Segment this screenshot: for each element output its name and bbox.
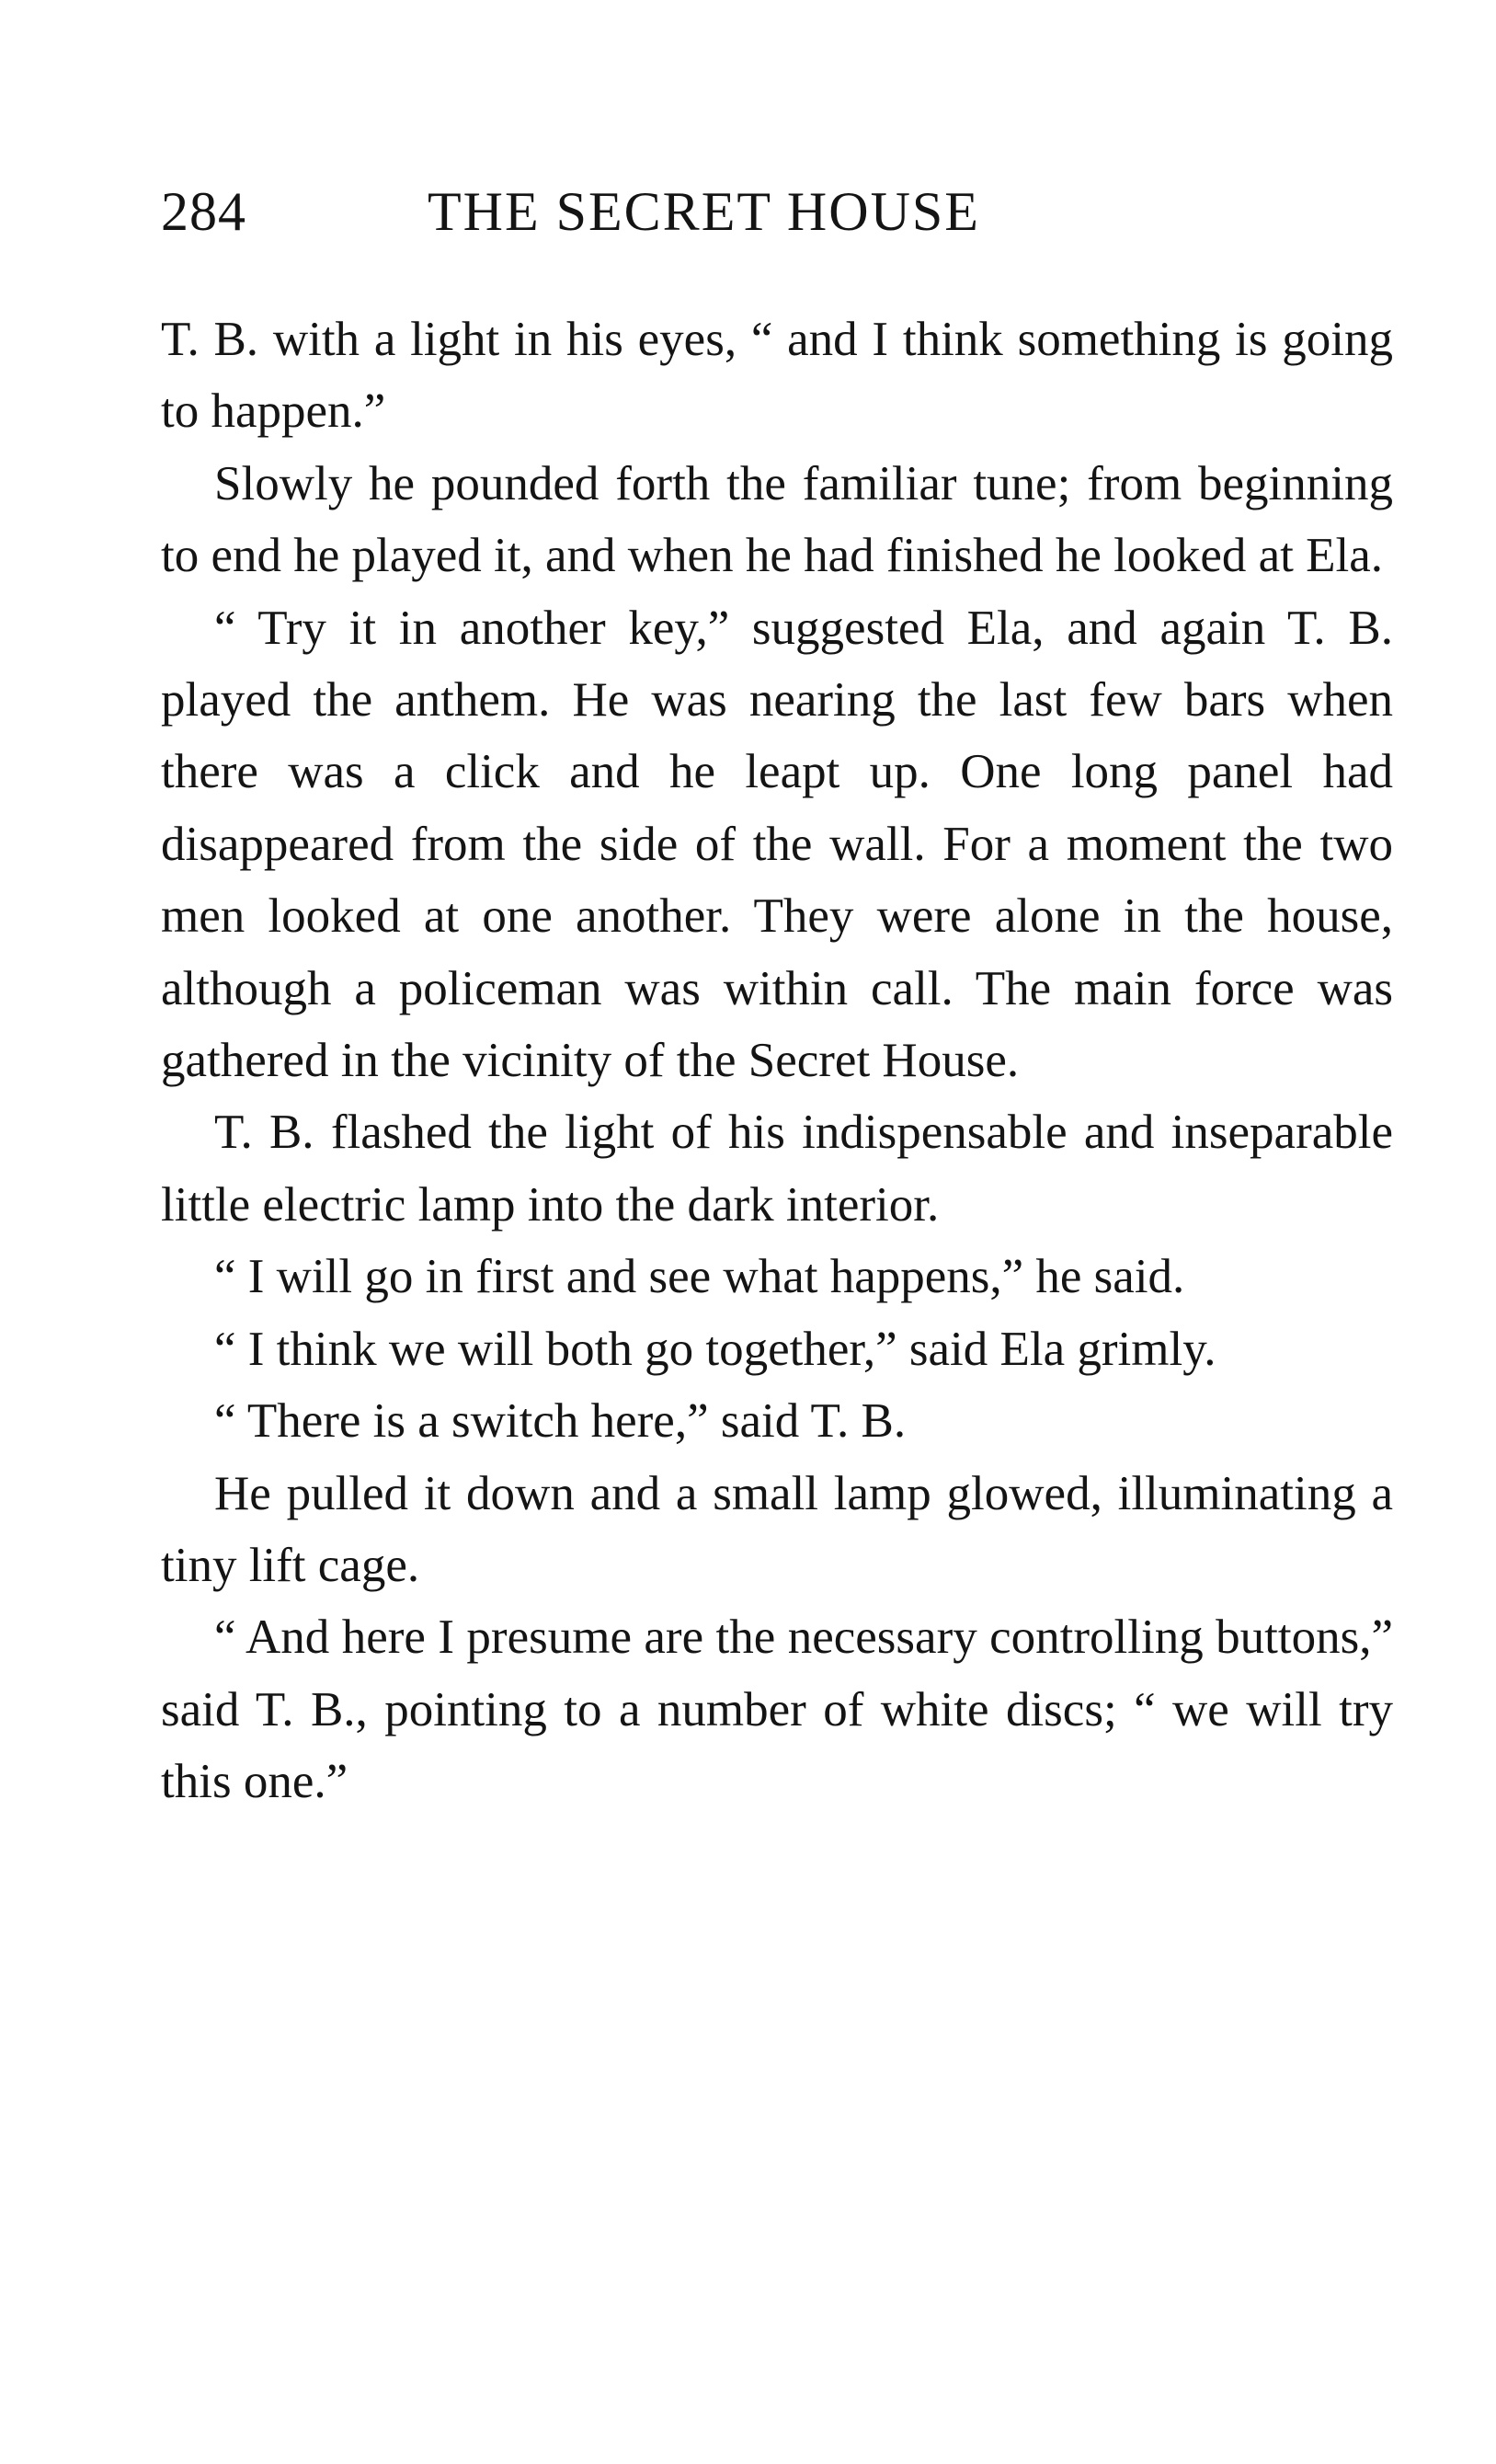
body-text [161, 304, 1393, 1818]
paragraph: “ And here I presume are the necessary controlling buttons,” said T. B., pointing to a number of white discs; “ we will try this one.” [161, 1610, 1393, 1809]
paragraph: “ Try it in another key,” suggested Ela, and again T. B. played the anthem. He was nearing the last few bars when there was a click and he leapt up. One long panel had disappeared from the side of the wall. For a moment the two men looked at one another. They were alone in the house, although a policeman was within call. The main force was gathered in the vicinity of the Secret House. [161, 601, 1393, 1088]
paragraph: “ I think we will both go together,” said Ela grimly. [214, 1322, 1216, 1376]
page-header [161, 175, 1393, 248]
paragraph: Slowly he pounded forth the familiar tune; from beginning to end he played it, and when he had finished he looked at Ela. [161, 456, 1393, 583]
paragraph: “ I will go in first and see what happens,” he said. [214, 1250, 1185, 1304]
paragraph: T. B. flashed the light of his indispensable and inseparable little electric lamp into the dark interior. [161, 1106, 1393, 1232]
paragraph: He pulled it down and a small lamp glowed, illuminating a tiny lift cage. [161, 1466, 1393, 1592]
paragraph: T. B. with a light in his eyes, “ and I think something is going to happen.” [161, 313, 1393, 439]
page-number: 284 [161, 181, 246, 242]
paragraph: “ There is a switch here,” said T. B. [214, 1394, 907, 1449]
running-title: THE SECRET HOUSE [428, 181, 980, 242]
